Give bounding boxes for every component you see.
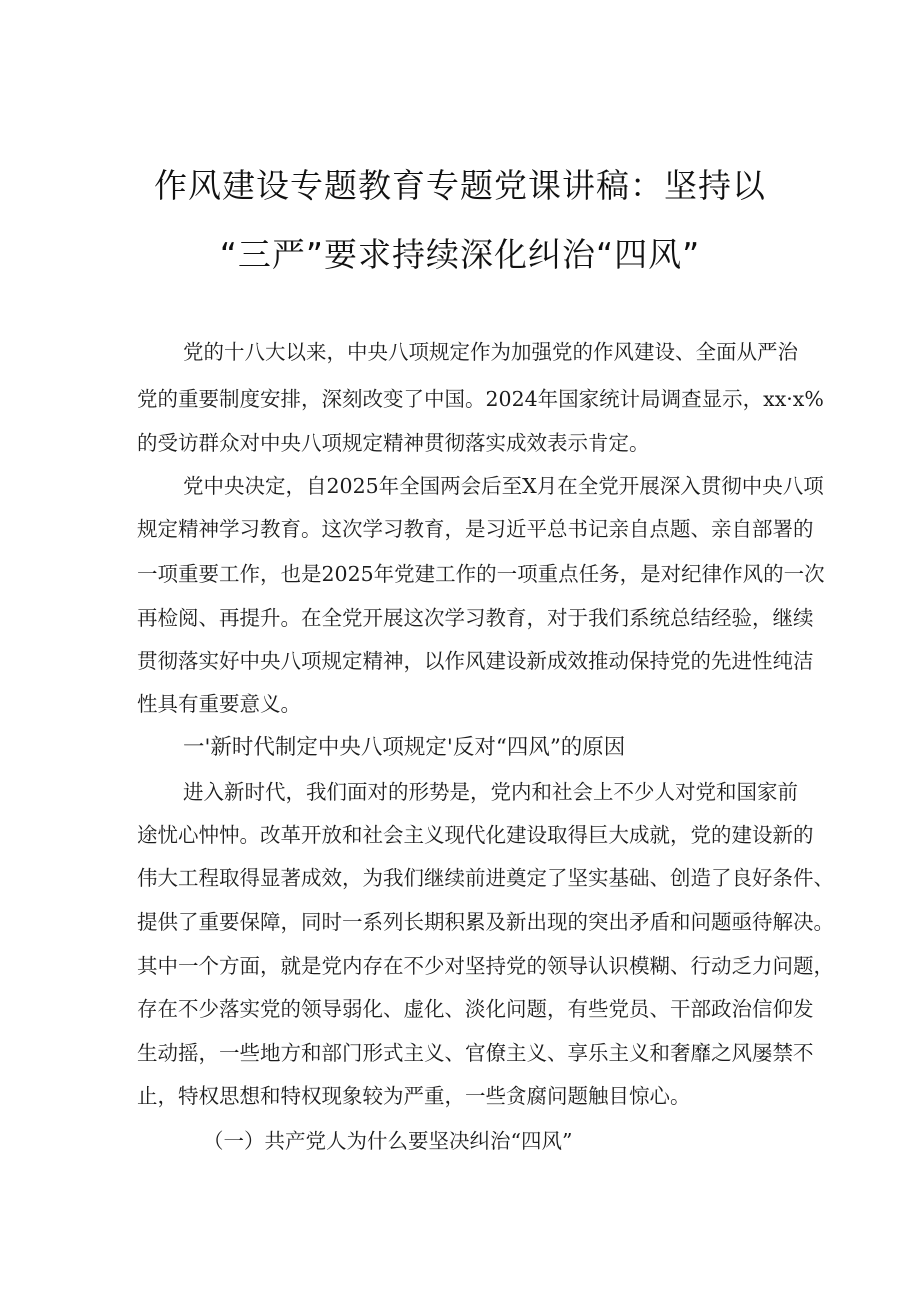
paragraph-2-line-4: 再检阅、再提升。在全党开展这次学习教育，对于我们系统总结经验，继续 [137, 606, 814, 630]
document-title-line-2: “三严”要求持续深化纠治“四风” [219, 235, 701, 274]
paragraph-3-line-6: 存在不少落实党的领导弱化、虚化、淡化问题，有些党员、干部政治信仰发 [137, 997, 814, 1021]
paragraph-2-line-6: 性具有重要意义。 [137, 692, 301, 716]
paragraph-3-line-4: 提供了重要保障，同时一系列长期积累及新出现的突出矛盾和问题亟待解决。 [137, 910, 834, 934]
paragraph-3-line-5: 其中一个方面，就是党内存在不少对坚持党的领导认识模糊、行动乏力问题， [137, 954, 834, 978]
paragraph-1-line-1: 党的十八大以来，中央八项规定作为加强党的作风建设、全面从严治 [183, 340, 798, 364]
paragraph-2-line-1: 党中央决定，自2025年全国两会后至X月在全党开展深入贯彻中央八项 [183, 474, 824, 498]
document-body [137, 0, 834, 1301]
document-title-line-1: 作风建设专题教育专题党课讲稿：坚持以 [154, 166, 766, 205]
paragraph-2-line-2: 规定精神学习教育。这次学习教育，是习近平总书记亲自点题、亲自部署的 [137, 517, 814, 541]
paragraph-2-line-5: 贯彻落实好中央八项规定精神，以作风建设新成效推动保持党的先进性纯洁 [137, 649, 814, 673]
paragraph-3-line-8: 止，特权思想和特权现象较为严重，一些贪腐问题触目惊心。 [137, 1084, 691, 1108]
paragraph-3-line-7: 生动摇，一些地方和部门形式主义、官僚主义、享乐主义和奢靡之风屡禁不 [137, 1041, 814, 1065]
paragraph-1-line-2: 党的重要制度安排，深刻改变了中国。2024年国家统计局调查显示，xx·x% [137, 387, 824, 411]
paragraph-3-line-2: 途忧心忡忡。改革开放和社会主义现代化建设取得巨大成就，党的建设新的 [137, 823, 814, 847]
paragraph-3-line-3: 伟大工程取得显著成效，为我们继续前进奠定了坚实基础、创造了良好条件、 [137, 866, 834, 890]
section-heading-1: 一'新时代制定中央八项规定'反对“四风”的原因 [183, 735, 626, 760]
paragraph-2-line-3: 一项重要工作，也是2025年党建工作的一项重点任务，是对纪律作风的一次 [137, 562, 825, 586]
paragraph-3-line-1: 进入新时代，我们面对的形势是，党内和社会上不少人对党和国家前 [183, 780, 798, 804]
paragraph-1-line-3: 的受访群众对中央八项规定精神贯彻落实成效表示肯定。 [137, 431, 650, 455]
subsection-heading-1: （一）共产党人为什么要坚决纠治“四风” [203, 1129, 573, 1153]
